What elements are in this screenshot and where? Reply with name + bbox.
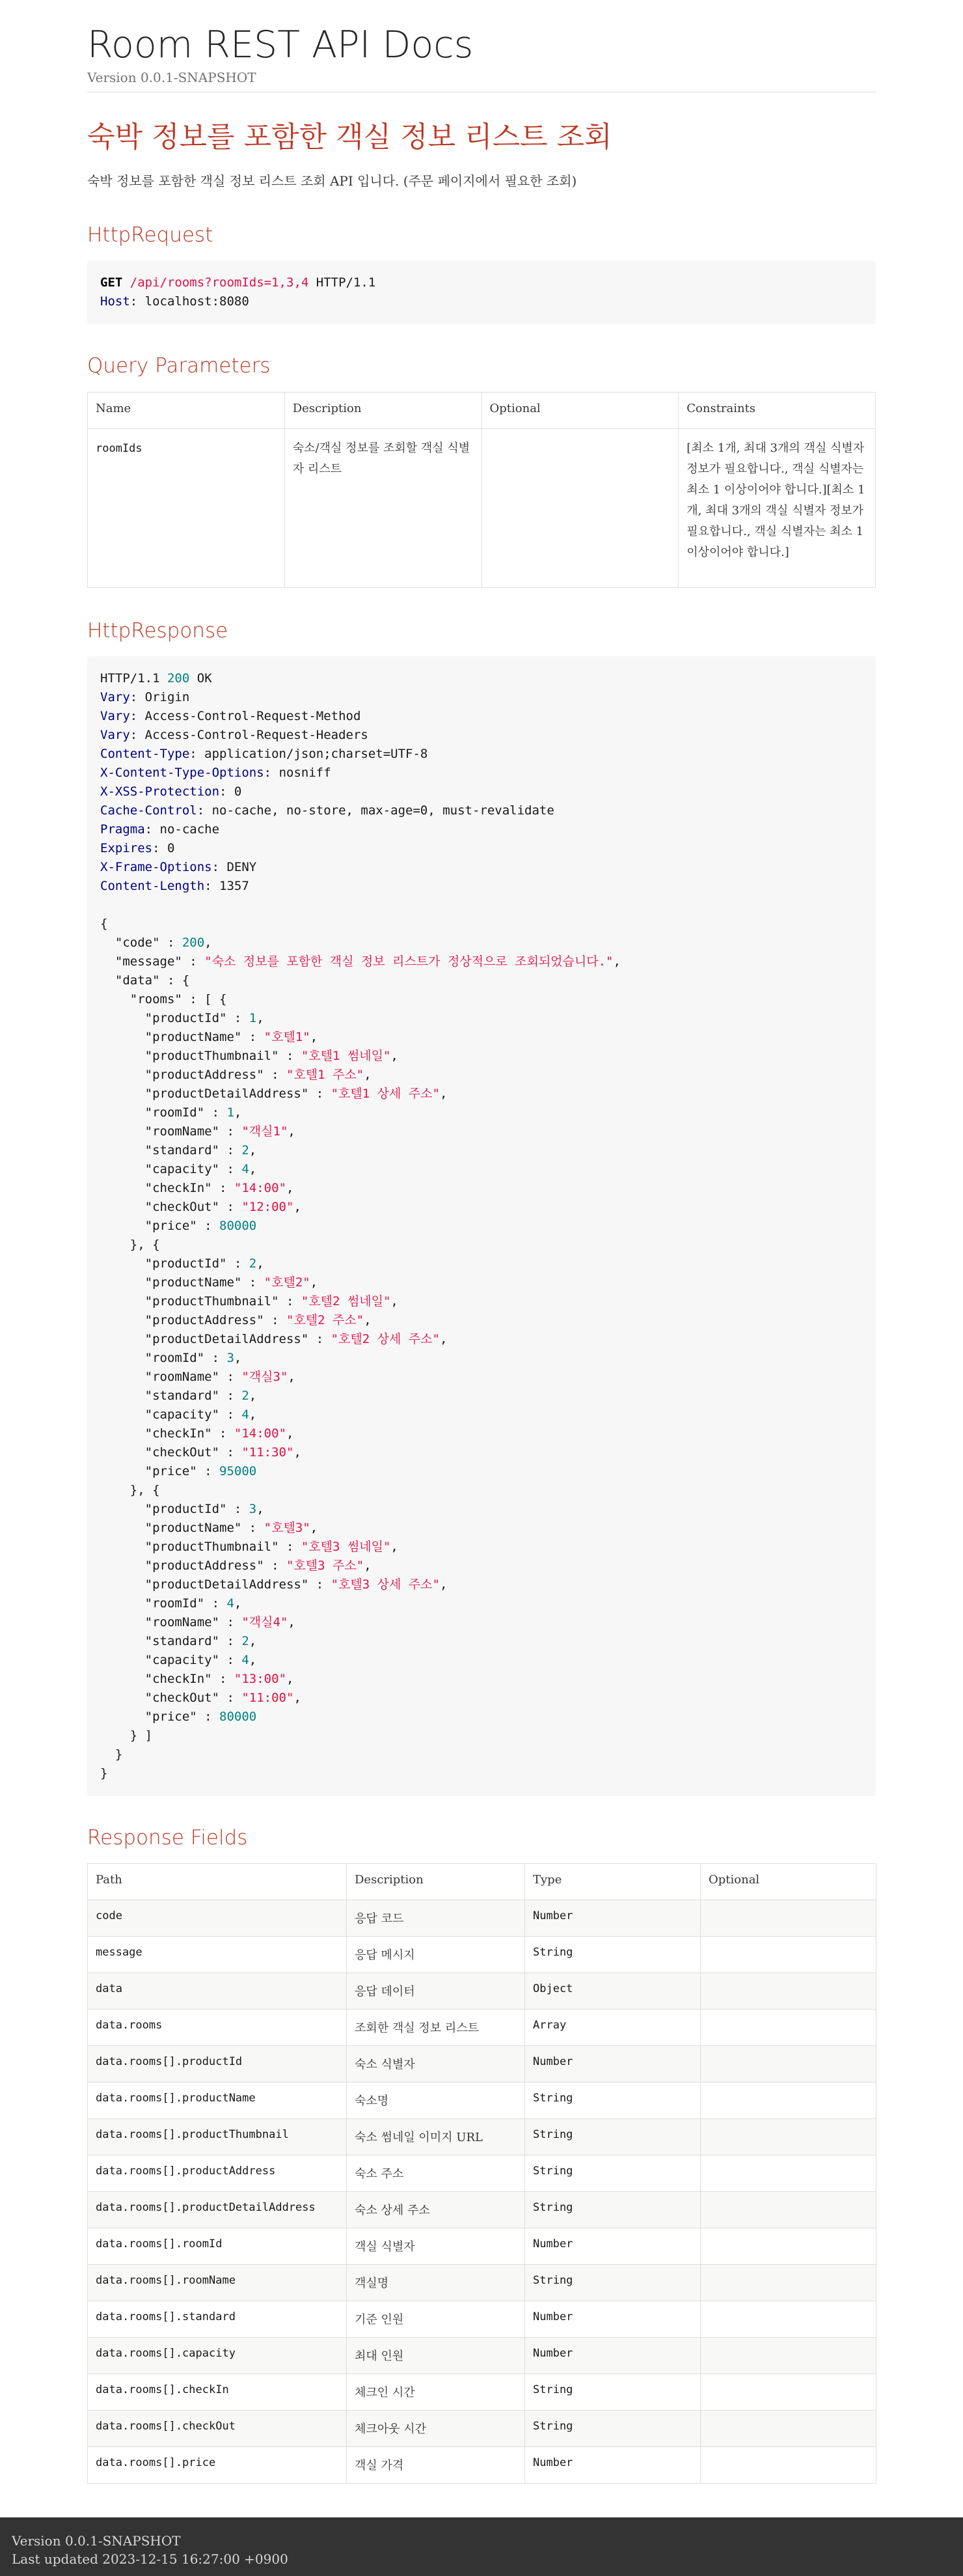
table-row [88,1973,876,2010]
field-type: String [525,2374,701,2411]
field-optional [701,2155,876,2192]
field-optional [701,2338,876,2374]
field-path: data.rooms[].roomId [88,2228,347,2265]
json-productaddress-value: 호텔1 주소 [293,1067,357,1082]
column-header: Path [88,1864,347,1900]
json-productaddress-value: 호텔2 주소 [293,1312,357,1327]
response-header-value: Origin [144,689,190,704]
column-header: Description [347,1864,525,1900]
response-status-text: OK [197,671,212,686]
json-productid-value: 1 [249,1010,257,1025]
json-productid-value: 3 [249,1501,257,1516]
http-request-listing: GET /api/rooms?roomIds=1,3,4 HTTP/1.1 Host: localhost:8080 [87,260,876,324]
json-roomname-value: 객실3 [249,1369,280,1384]
field-description: 숙소 식별자 [347,2046,525,2083]
footer-last-updated: Last updated 2023-12-15 16:27:00 +0900 [12,2551,288,2568]
json-checkout-value: 11:00 [249,1690,286,1705]
response-header-value: Access-Control-Request-Headers [144,727,368,742]
json-capacity-value: 4 [241,1161,249,1176]
table-row [88,2228,876,2265]
field-type: String [525,2192,701,2228]
field-type: Object [525,1973,701,2010]
response-header-key: Pragma [100,822,145,837]
column-header: Optional [481,392,679,428]
field-description: 응답 데이터 [347,1973,525,2010]
json-productname-value: 호텔3 [271,1520,303,1535]
field-optional [701,2411,876,2447]
query-parameters-heading: Query Parameters [87,354,271,378]
field-path: data [88,1973,347,2010]
field-path: data.rooms[].productId [88,2046,347,2083]
field-path: data.rooms[].capacity [88,2338,347,2374]
json-code-value: 200 [182,935,205,950]
field-optional [701,2119,876,2155]
field-optional [701,2083,876,2119]
document-title: Room REST API Docs [87,23,474,66]
field-path: code [88,1900,347,1937]
response-header-value: nosniff [278,765,331,780]
field-path: data.rooms[].productName [88,2083,347,2119]
field-type: String [525,1937,701,1973]
json-roomname-value: 객실1 [249,1124,280,1139]
response-header-value: Access-Control-Request-Method [144,708,361,723]
json-roomid-value: 4 [226,1596,234,1611]
param-optional [481,428,679,587]
response-fields-table [87,1863,876,2484]
field-description: 숙소 썸네일 이미지 URL [347,2119,525,2155]
field-optional [701,1973,876,2010]
param-description: 숙소/객실 정보를 조회할 객실 식별자 리스트 [284,428,481,587]
json-checkin-value: 13:00 [241,1671,279,1686]
footer-version: Version 0.0.1-SNAPSHOT [12,2533,181,2549]
document-content [87,0,876,2484]
field-description: 체크아웃 시간 [347,2411,525,2447]
field-path: data.rooms[].productAddress [88,2155,347,2192]
json-productthumbnail-value: 호텔3 썸네일 [308,1539,383,1554]
section-title: 숙박 정보를 포함한 객실 정보 리스트 조회 [87,120,612,154]
json-productid-value: 2 [249,1256,257,1271]
field-path: data.rooms[].productDetailAddress [88,2192,347,2228]
json-capacity-value: 4 [241,1407,249,1422]
field-description: 조회한 객실 정보 리스트 [347,2010,525,2046]
field-type: Number [525,2046,701,2083]
field-path: data.rooms[].checkOut [88,2411,347,2447]
request-method: GET [100,275,123,290]
response-header-value: application/json;charset=UTF-8 [204,746,428,761]
json-productdetailaddress-value: 호텔3 상세 주소 [338,1577,433,1592]
response-header-key: Content-Type [100,746,190,761]
response-header-key: Vary [100,727,130,742]
field-path: data.rooms[].productThumbnail [88,2119,347,2155]
json-capacity-value: 4 [241,1652,249,1667]
response-protocol: HTTP/1.1 [100,671,160,686]
json-productthumbnail-value: 호텔1 썸네일 [308,1048,383,1063]
http-response-listing: HTTP/1.1 200 OK Vary: Origin Vary: Access-Control-Request-Method Vary: Access-Control-Request-Headers Content-Type: application/json;charset=UTF-8 X-Content-Type-Options: nosniff X-XSS-Protection: 0 Cache-Control: no-cache, no-store, max-age=0, must-revalidate Pragma: no-cache Expires: 0 X-Frame-Options: DENY Content-Length: 1357 { "code" : 200, "message" : "숙소 정보를 포함한 객실 정보 리스트가 정상적으로 조회되었습니다.", "data" : { "rooms" : [ { "productId" : 1, "productName" : "호텔1", "productThumbnail" : "호텔1 썸네일", "productAddress" : "호텔1 주소", "productDetailAddress" : "호텔1 상세 주소", "roomId" : 1, "roomName" : "객실1", "standard" : 2, "capacity" : 4, "checkIn" : "14:00", "checkOut" : "12:00", "price" : 80000 }, { "productId" : 2, "productName" : "호텔2", "productThumbnail" : "호텔2 썸네일", "productAddress" : "호텔2 주소", "productDetailAddress" : "호텔2 상세 주소", "roomId" : 3, "roomName" : "객실3", "standard" : 2, "capacity" : 4, "checkIn" : "14:00", "checkOut" : "11:30", "price" : 95000 }, { "productId" : 3, "productName" : "호텔3", "productThumbnail" : "호텔3 썸네일", "productAddress" : "호텔3 주소", "productDetailAddress" : "호텔3 상세 주소", "roomId" : 4, "roomName" : "객실4", "standard" : 2, "capacity" : 4, "checkIn" : "13:00", "checkOut" : "11:00", "price" : 80000 } ] } } [87,656,876,1796]
field-type: String [525,2083,701,2119]
field-path: data.rooms[].roomName [88,2265,347,2301]
field-path: data.rooms[].price [88,2447,347,2484]
json-productname-value: 호텔1 [271,1029,303,1044]
json-roomid-value: 3 [226,1350,234,1365]
http-request-heading: HttpRequest [87,223,213,247]
http-response-heading: HttpResponse [87,618,228,643]
query-parameters-table [87,392,876,588]
field-optional [701,1900,876,1937]
field-type: String [525,2155,701,2192]
field-description: 기준 인원 [347,2301,525,2338]
section-description: 숙박 정보를 포함한 객실 정보 리스트 조회 API 입니다. (주문 페이지에서 필요한 조회) [87,173,577,189]
column-header: Description [284,392,481,428]
json-price-value: 95000 [219,1463,257,1478]
table-row [88,2010,876,2046]
json-checkout-value: 12:00 [249,1199,286,1214]
json-productaddress-value: 호텔3 주소 [293,1558,357,1573]
field-optional [701,2046,876,2083]
field-description: 최대 인원 [347,2338,525,2374]
table-row [88,2374,876,2411]
field-type: Number [525,2301,701,2338]
table-row [88,2192,876,2228]
field-optional [701,2301,876,2338]
request-path: /api/rooms?roomIds=1,3,4 [129,275,309,290]
json-roomname-value: 객실4 [249,1614,280,1629]
field-type: Number [525,2338,701,2374]
json-productname-value: 호텔2 [271,1275,303,1290]
table-row [88,2119,876,2155]
field-optional [701,2192,876,2228]
field-type: String [525,2411,701,2447]
column-header: Optional [701,1864,876,1900]
field-type: Number [525,2228,701,2265]
field-path: data.rooms [88,2010,347,2046]
table-row [88,1900,876,1937]
param-constraints: [최소 1개, 최대 3개의 객실 식별자 정보가 필요합니다., 객실 식별자는 최소 1 이상이어야 합니다.][최소 1개, 최대 3개의 객실 식별자 정보가 필요합니다., 객실 식별자는 최소 1 이상이어야 합니다.] [679,428,876,587]
request-protocol: HTTP/1.1 [316,275,376,290]
table-row [88,2447,876,2484]
json-standard-value: 2 [241,1633,249,1648]
field-path: data.rooms[].standard [88,2301,347,2338]
request-header-key: Host [100,294,130,309]
response-header-value: DENY [226,859,257,874]
field-description: 응답 메시지 [347,1937,525,1973]
response-header-key: Cache-Control [100,803,197,818]
field-path: message [88,1937,347,1973]
field-optional [701,1937,876,1973]
json-checkin-value: 14:00 [241,1426,279,1441]
field-type: Array [525,2010,701,2046]
json-message-value: 숙소 정보를 포함한 객실 정보 리스트가 정상적으로 조회되었습니다. [211,954,606,969]
column-header: Name [88,392,285,428]
param-name: roomIds [88,428,285,587]
response-header-key: Vary [100,689,130,704]
response-header-key: Content-Length [100,878,205,893]
response-header-key: X-XSS-Protection [100,784,220,799]
response-header-key: X-Content-Type-Options [100,765,264,780]
field-description: 객실 가격 [347,2447,525,2484]
json-checkout-value: 11:30 [249,1445,286,1460]
table-row [88,2155,876,2192]
table-header-row [88,1864,876,1900]
json-roomid-value: 1 [226,1105,234,1120]
document-header [87,25,876,92]
field-description: 숙소명 [347,2083,525,2119]
field-description: 숙소 상세 주소 [347,2192,525,2228]
table-row [88,1937,876,1973]
field-type: Number [525,2447,701,2484]
field-description: 체크인 시간 [347,2374,525,2411]
json-standard-value: 2 [241,1143,249,1157]
page-footer [0,2517,963,2576]
field-type: String [525,2119,701,2155]
response-header-value: no-cache, no-store, max-age=0, must-revalidate [211,803,554,818]
field-optional [701,2447,876,2484]
response-header-value: 1357 [219,878,249,893]
field-optional [701,2374,876,2411]
table-row [88,2046,876,2083]
field-optional [701,2010,876,2046]
response-header-key: Expires [100,840,153,855]
field-description: 객실명 [347,2265,525,2301]
json-productdetailaddress-value: 호텔2 상세 주소 [338,1331,433,1346]
field-optional [701,2265,876,2301]
field-path: data.rooms[].checkIn [88,2374,347,2411]
field-type: Number [525,1900,701,1937]
response-status-code: 200 [167,671,190,686]
json-productdetailaddress-value: 호텔1 상세 주소 [338,1086,433,1101]
version-label: Version 0.0.1-SNAPSHOT [87,69,256,85]
field-type: String [525,2265,701,2301]
column-header: Constraints [679,392,876,428]
json-productthumbnail-value: 호텔2 썸네일 [308,1294,383,1309]
field-description: 응답 코드 [347,1900,525,1937]
response-header-value: 0 [234,784,242,799]
field-description: 숙소 주소 [347,2155,525,2192]
field-description: 객실 식별자 [347,2228,525,2265]
table-row [88,428,876,587]
column-header: Type [525,1864,701,1900]
table-row [88,2265,876,2301]
json-standard-value: 2 [241,1388,249,1403]
json-price-value: 80000 [219,1218,257,1233]
response-header-key: Vary [100,708,130,723]
table-header-row [88,392,876,428]
table-row [88,2083,876,2119]
json-checkin-value: 14:00 [241,1180,279,1195]
field-optional [701,2228,876,2265]
response-fields-heading: Response Fields [87,1825,248,1849]
response-header-value: no-cache [159,822,220,837]
table-row [88,2411,876,2447]
json-price-value: 80000 [219,1709,257,1724]
request-header-value: localhost:8080 [144,294,249,309]
table-row [88,2301,876,2338]
response-header-value: 0 [167,840,175,855]
response-header-key: X-Frame-Options [100,859,212,874]
table-row [88,2338,876,2374]
